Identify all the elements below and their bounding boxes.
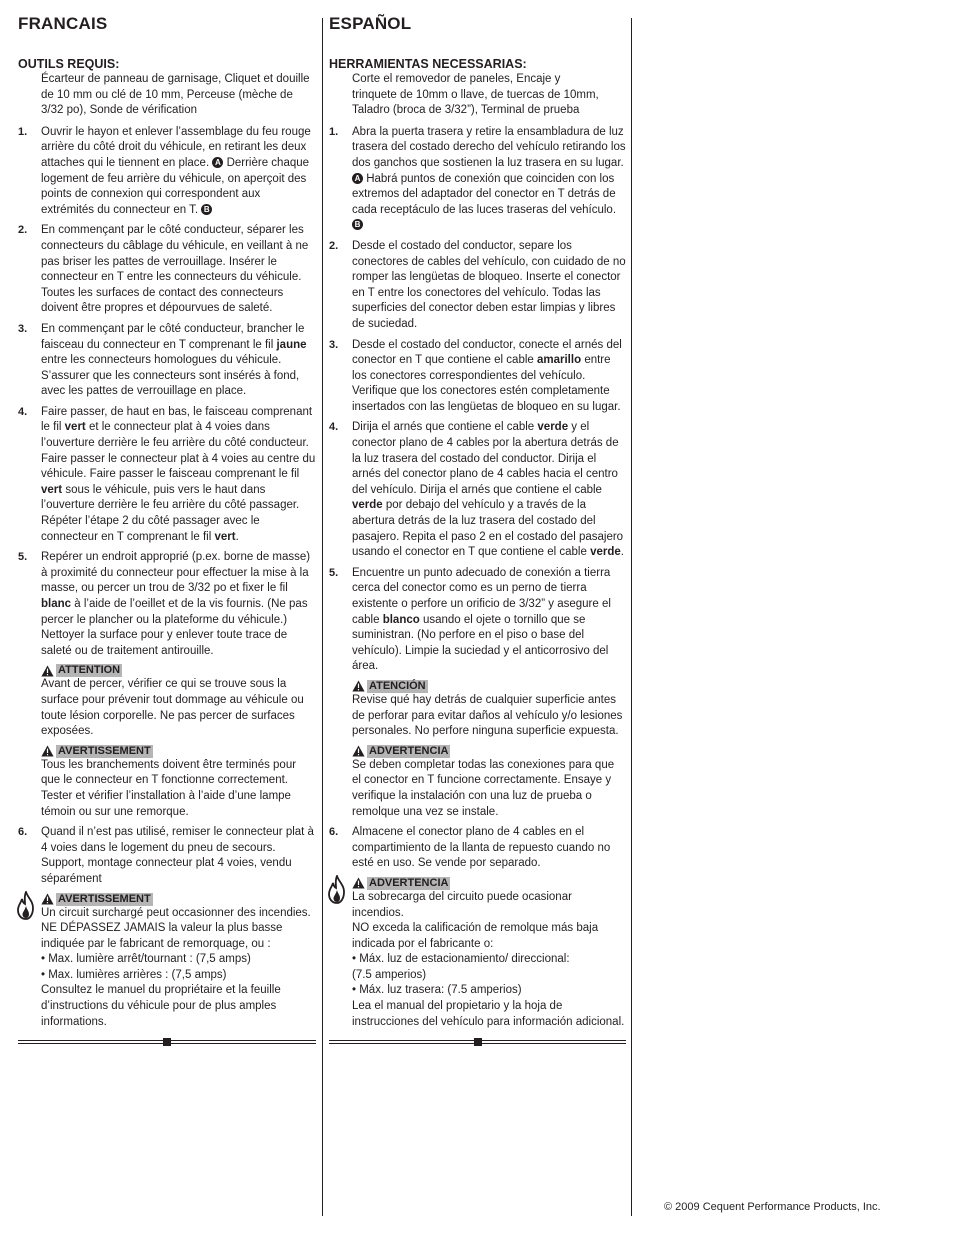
warning-triangle-icon	[352, 680, 365, 692]
section-end-rule	[329, 1038, 626, 1046]
step-text-part: Abra la puerta trasera y retire la ensambladura de luz trasera del costado derecho del vehículo retirando los dos ganchos que sostienen la luz trasera en su lugar.	[352, 125, 626, 169]
step-text-part: por debajo del vehículo y a través de la abertura detrás de la luz trasera del costado del pasajero. Repita el paso 2 en el costado del pasajero usando el conector en T que contiene el cable	[352, 499, 624, 559]
step-number: 6.	[329, 826, 339, 839]
warning-text: Tous les branchements doivent être terminés pour que le connecteur en T fonctionne correctement. Tester et vérifier l’installation à l’aide d’une lampe témoin ou sur une remorque.	[41, 758, 297, 818]
attention-label: ATENCIÓN	[369, 679, 426, 692]
wire-color: amarillo	[537, 354, 582, 367]
step-text: Desde el costado del conductor, separe los conectores de cables del vehículo, con cuidado de no romper las lengüetas de bloqueo. Inserte el conector en T entre los conectores del vehículo. Todas las superficies del conector deben estar limpias y libres de suciedad.	[352, 239, 626, 330]
warning-line: Un circuit surchargé peut occasionner des incendies.	[41, 906, 311, 919]
step-text	[352, 125, 626, 234]
step-number: 3.	[18, 322, 28, 335]
section-title: FRANCAIS	[18, 14, 108, 33]
francais-column	[18, 14, 316, 1046]
warning-line: • Max. lumière arrêt/tournant : (7,5 amps)	[41, 953, 251, 966]
tools-line: Corte el removedor de paneles, Encaje y	[352, 73, 561, 85]
marker-a-icon: A	[212, 157, 223, 168]
warning-label: ADVERTENCIA	[369, 876, 449, 889]
warning-label-row	[41, 745, 316, 758]
step-5	[18, 550, 316, 659]
warning-triangle-icon	[352, 877, 365, 889]
step-text: Almacene el conector plano de 4 cables en el compartimiento de la llanta de repuesto cuando no esté en uso. Se vende por separado.	[352, 826, 611, 870]
warning-line: Lea el manual del propietario y la hoja de instrucciones del vehículo para información adicional.	[352, 1000, 625, 1028]
warning-line: Consultez le manuel du propriétaire et la feuille d’instructions du véhicule pour de plus amples informations.	[41, 984, 281, 1028]
step-text	[352, 420, 626, 560]
step-text-part: et le connecteur plat à 4 voies dans l’ouverture derrière le feu arrière du côté conducteur. Faire passer le connecteur plat à 4 voies au centre du véhicule. Faire passer le faisceau comprenant le fil	[41, 421, 316, 481]
fire-icon	[326, 875, 348, 905]
step-text	[41, 125, 316, 219]
step-text	[41, 322, 316, 400]
step-text	[352, 566, 626, 675]
section-end-rule	[18, 1038, 316, 1046]
step-text-part: En commençant par le côté conducteur, brancher le faisceau du connecteur en T comprenant le fil	[41, 322, 305, 351]
step-text-part: Derrière chaque logement de feu arrière du véhicule, on aperçoit des points de connexion qui correspondent aux extrémités du connecteur en T.	[41, 156, 310, 216]
step-number: 4.	[18, 405, 28, 418]
warning-line: La sobrecarga del circuito puede ocasionar incendios.	[352, 890, 572, 919]
step-text-part: entre los conectores correspondientes del vehículo. Verifique que los conectores estén completamente insertados con las lengüetas de bloqueo en su lugar.	[352, 354, 621, 413]
tools-heading: HERRAMIENTAS NECESSARIAS:	[329, 57, 527, 71]
step-number: 1.	[18, 125, 28, 138]
warning-label: ADVERTENCIA	[369, 744, 449, 757]
warning-label: AVERTISSEMENT	[58, 892, 151, 905]
wire-color: blanco	[382, 613, 420, 626]
warning-triangle-icon	[41, 665, 54, 677]
warning-block	[18, 745, 316, 820]
step-number: 5.	[329, 566, 339, 579]
column-divider-left	[322, 18, 323, 1216]
wire-color: jaune	[276, 338, 307, 351]
step-5	[329, 566, 626, 675]
wire-color: verde	[590, 546, 621, 559]
marker-a-icon: A	[352, 173, 363, 184]
attention-text: Avant de percer, vérifier ce qui se trouve sous la surface pour prévenir tout dommage au véhicule ou toute lésion corporelle. Ne pas percer de surfaces exposées.	[41, 678, 304, 738]
step-number: 3.	[329, 338, 339, 351]
warning-label-row	[352, 877, 626, 890]
warning-line: • Máx. luz trasera: (7.5 amperios)	[352, 984, 522, 997]
step-text-part: Repérer un endroit approprié (p.ex. borne de masse) à proximité du connecteur pour effectuer la mise à la masse, ou percer un trou de 3/32 po et fixer le fil	[41, 551, 311, 595]
step-text-part: sous le véhicule, puis vers le haut dans l’ouverture derrière le feu arrière du côté passager. Répéter l’étape 2 du côté passager avec le connecteur en T comprenant le fil	[41, 483, 300, 543]
warning-label: AVERTISSEMENT	[58, 744, 151, 757]
warning-label-row	[352, 745, 626, 758]
step-2	[329, 239, 626, 333]
espanol-column	[329, 14, 626, 1046]
step-text: Quand il n’est pas utilisé, remiser le connecteur plat à 4 voies dans le logement du pneu de secours. Support, montage connecteur plat 4 voies, vendu séparément	[41, 826, 314, 885]
section-title: ESPAÑOL	[329, 14, 412, 33]
step-text-part: .	[620, 546, 624, 559]
step-2	[18, 223, 316, 317]
wire-color: verde	[537, 421, 569, 434]
warning-line: (7.5 amperios)	[352, 968, 427, 981]
step-1	[18, 125, 316, 219]
marker-b-icon: B	[201, 204, 212, 215]
wire-color: vert	[41, 483, 63, 496]
tools-line: trinquete de 10mm o llave, de tuercas de 10mm,	[352, 88, 599, 101]
step-text-part: à l’aide de l’oeillet et de la vis fournis. (Ne pas percer le plancher ou la plateforme du véhicule.) Nettoyer la surface pour y enlever toute trace de saleté ou de traitement antirouille.	[41, 598, 308, 657]
attention-label-row	[352, 680, 626, 693]
warning-line: NO exceda la calificación de remolque más baja indicada por el fabricante o:	[352, 922, 599, 950]
step-1	[329, 125, 626, 234]
step-number: 4.	[329, 421, 339, 434]
step-text-part: Desde el costado del conductor, conecte el arnés del conector en T que contiene el cable	[352, 338, 622, 367]
step-number: 2.	[329, 239, 339, 252]
step-text-part: Habrá puntos de conexión que coinciden con los extremos del adaptador del conector en T detrás de cada receptáculo de las luces traseras del vehículo.	[352, 172, 617, 216]
step-number: 1.	[329, 125, 339, 138]
tools-list: Écarteur de panneau de garnisage, Cliquet et douille de 10 mm ou clé de 10 mm, Perceuse (mèche de 3/32 po), Sonde de vérification	[41, 73, 310, 117]
column-divider-right	[631, 18, 632, 1216]
warning-line: • Max. lumières arrières : (7,5 amps)	[41, 968, 227, 981]
warning-triangle-icon	[41, 893, 54, 905]
step-3	[18, 322, 316, 400]
attention-block	[329, 680, 626, 740]
warning-label-row	[41, 893, 316, 906]
step-text	[41, 405, 316, 545]
attention-text: Revise qué hay detrás de cualquier superficie antes de perforar para evitar daños al vehículo y/o lesiones personales. No perfore ninguna superficie expuesta.	[352, 693, 623, 738]
warning-triangle-icon	[352, 745, 365, 757]
fire-warning-block	[18, 893, 316, 1031]
warning-text: Se deben completar todas las conexiones para que el conector en T funcione correctamente. Ensaye y verifique la instalación con una luz de prueba o remolque una vez se instale.	[352, 758, 615, 818]
wire-color: vert	[64, 421, 86, 434]
step-text	[352, 338, 626, 416]
fire-warning-block	[329, 877, 626, 1030]
step-text	[41, 550, 316, 659]
step-number: 5.	[18, 551, 28, 564]
step-text-part: usando el ojete o tornillo que se suministran. (No perfore en el piso o base del vehículo). Limpie la suciedad y el anticorrosivo del área.	[352, 613, 609, 673]
tools-list	[329, 72, 626, 119]
warning-line: • Máx. luz de estacionamiento/ direccional:	[352, 953, 570, 966]
step-3	[329, 338, 626, 416]
wire-color: verde	[352, 499, 383, 512]
step-4	[18, 405, 316, 545]
step-text-part: Faire passer, de haut en bas, le faisceau comprenant le fil	[41, 405, 313, 434]
fire-icon	[15, 891, 37, 921]
warning-line: NE DÉPASSEZ JAMAIS la valeur la plus basse indiquée par le fabricant de remorquage, ou :	[41, 922, 283, 950]
copyright-notice: © 2009 Cequent Performance Products, Inc.	[664, 1201, 881, 1213]
attention-label: ATTENTION	[58, 664, 121, 677]
step-4	[329, 420, 626, 560]
step-6	[329, 825, 626, 872]
attention-label-row	[41, 664, 316, 677]
step-text-part: y el conector plano de 4 cables por la abertura detrás de la luz trasera del costado del conductor. Dirija el arnés del conector plano de 4 cables hacia el centro del vehículo. Dirija el arnés que contiene el cable	[352, 421, 619, 496]
tools-line: Taladro (broca de 3/32”), Terminal de prueba	[352, 104, 580, 117]
step-text: En commençant par le côté conducteur, séparer les connecteurs du câblage du véhicule, en veillant à ne pas briser les pattes de verrouillage. Insérer le connecteur en T entre les connecteurs du véhicule. Toutes les surfaces de contact des connecteurs doivent être propres et dépourvues de saleté.	[41, 224, 309, 315]
step-number: 6.	[18, 826, 28, 839]
warning-triangle-icon	[41, 745, 54, 757]
step-text-part: .	[235, 530, 239, 543]
step-number: 2.	[18, 224, 28, 237]
tools-heading: OUTILS REQUIS:	[18, 57, 120, 71]
step-6	[18, 825, 316, 887]
attention-block	[18, 664, 316, 739]
marker-b-icon: B	[352, 219, 363, 230]
wire-color: blanc	[41, 598, 72, 610]
warning-block	[329, 745, 626, 820]
step-text-part: Dirija el arnés que contiene el cable	[352, 421, 535, 434]
step-text-part: Encuentre un punto adecuado de conexión a tierra cerca del conector como es un perno de tierra existente o perfore un orificio de 3/32” y asegure el cable	[352, 566, 611, 626]
step-text-part: entre les connecteurs homologues du véhicule. S’assurer que les connecteurs sont insérés à fond, avec les pattes de verrouillage en place.	[41, 354, 300, 398]
wire-color: vert	[214, 530, 236, 543]
step-text-part: Ouvrir le hayon et enlever l’assemblage du feu rouge arrière du côté droit du véhicule, en retirant les deux attaches qui le tiennent en place.	[41, 125, 311, 169]
